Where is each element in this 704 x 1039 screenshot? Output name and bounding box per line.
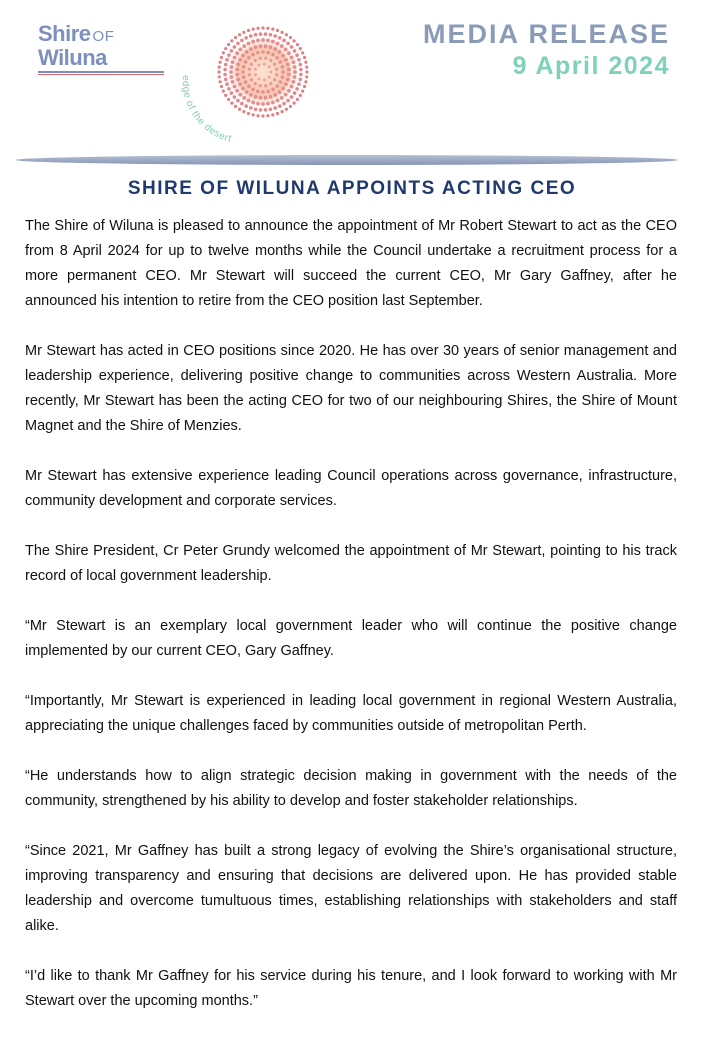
sun-dot [264, 32, 268, 36]
sun-dot [224, 94, 227, 97]
sun-dot [247, 29, 250, 32]
sun-dot [273, 47, 277, 51]
sun-dot [238, 58, 242, 62]
logo-shire-word: Shire [38, 21, 91, 46]
sun-dot [269, 45, 273, 49]
sun-dot [273, 106, 277, 110]
sun-dot [256, 38, 260, 42]
sun-dot [238, 33, 241, 36]
sun-dot [247, 42, 251, 46]
sun-dot [235, 51, 239, 55]
sun-dot [231, 60, 235, 64]
sun-dot [297, 58, 301, 62]
sun-dot [287, 73, 291, 77]
sun-dot [264, 84, 267, 87]
sun-dot [240, 102, 244, 106]
sun-dot [230, 49, 234, 53]
sun-dot [292, 60, 296, 64]
sun-dot [235, 89, 239, 93]
sun-dot [252, 113, 255, 116]
sun-dot [266, 102, 270, 106]
sun-dot [247, 112, 250, 115]
sun-dot [292, 80, 296, 84]
sun-dot [264, 44, 268, 48]
sun-dot [218, 65, 221, 68]
sun-dot [254, 73, 257, 76]
sun-dot [282, 102, 286, 106]
sun-dot [247, 84, 251, 88]
svg-text:edge of the desert [180, 75, 233, 145]
document-header [0, 0, 704, 170]
sun-dot [275, 73, 278, 76]
sun-dot [303, 85, 306, 88]
sun-dot [217, 70, 220, 73]
sun-dot [245, 90, 249, 94]
sun-dot [259, 84, 262, 87]
sun-dot [304, 80, 307, 83]
paragraph: The Shire President, Cr Peter Grundy welcomed the appointment of Mr Stewart, pointing to his track record of local government leadership. [25, 543, 677, 584]
sun-dot [251, 88, 255, 92]
sun-dot [259, 108, 263, 112]
paragraph: The Shire of Wiluna is pleased to announce the appointment of Mr Robert Stewart to act as the CEO from 8 April 2024 for up to twelve months while the Council undertake a recruitment process for a more permanent CEO. Mr Stewart will succeed the current CEO, Mr Gary Gaffney, after he announced his intention to retire from the CEO position last September. [25, 218, 677, 309]
sun-dot [219, 61, 222, 64]
sun-dot [218, 75, 221, 78]
sun-dot [271, 101, 275, 105]
sun-dot [229, 70, 233, 74]
sun-dot [233, 85, 237, 89]
sun-dot [256, 51, 260, 55]
sun-dot [251, 101, 255, 105]
sun-dot [249, 34, 253, 38]
sun-dot [275, 56, 279, 60]
paragraph: “Mr Stewart is an exemplary local government leader who will continue the positive change implemented by our current CEO, Gary Gaffney. [25, 618, 677, 659]
sun-dot [280, 110, 283, 113]
sun-dot [266, 90, 270, 94]
sun-dot [238, 93, 242, 97]
sun-dot [275, 84, 279, 88]
sun-dot [224, 47, 227, 50]
sun-dot [263, 63, 266, 66]
sun-dot [254, 68, 257, 71]
sun-dot [229, 75, 233, 79]
sun-dot [299, 68, 303, 72]
sun-dot [222, 89, 225, 92]
sun-dot [269, 59, 272, 62]
sun-dot [276, 99, 280, 103]
sun-dot [238, 108, 241, 111]
sun-dot [249, 106, 253, 110]
sun-dot [280, 44, 284, 48]
logo-of-word: OF [92, 28, 115, 45]
sun-dot [278, 90, 282, 94]
sun-dot [234, 36, 237, 39]
sun-dot [225, 58, 229, 62]
sun-dot [269, 82, 272, 85]
sun-dot [304, 61, 307, 64]
sun-dot [261, 26, 264, 29]
sun-dot [293, 75, 297, 79]
sun-dot [280, 31, 283, 34]
sun-dot [245, 50, 249, 54]
sun-dot [261, 50, 265, 54]
sun-dot [236, 42, 240, 46]
press-release-body [25, 214, 677, 1039]
sun-dot [290, 56, 294, 60]
sun-dot [249, 47, 253, 51]
sun-dot [281, 87, 285, 91]
paragraph: “Since 2021, Mr Gaffney has built a strong legacy of evolving the Shire’s organisational structure, improving transparency and ensuring that decisions are delivered upon. He has provided stable leadership and overcome tumultuous times, establishing relationships with stakeholders and staff alike. [25, 843, 677, 934]
sun-dot [282, 39, 286, 43]
sun-dot [230, 39, 233, 42]
sun-dot [305, 75, 308, 78]
sun-dot [242, 96, 246, 100]
sun-dot [287, 51, 291, 55]
sun-dot [256, 27, 259, 30]
sun-dot [293, 39, 296, 42]
shire-logo [38, 21, 168, 75]
sun-dot [254, 95, 258, 99]
sun-dot [248, 73, 251, 76]
sun-dot [261, 90, 265, 94]
sun-dot [252, 28, 255, 31]
sun-dot [285, 108, 288, 111]
header-divider [16, 153, 678, 167]
sun-dot [227, 53, 231, 57]
sun-dot [271, 40, 275, 44]
logo-underline [38, 71, 164, 73]
sun-dot [269, 107, 273, 111]
sun-dot [299, 73, 303, 77]
sun-dot [266, 27, 269, 30]
sun-dot [286, 78, 290, 82]
sun-dot [227, 87, 231, 91]
sun-dot [296, 43, 299, 46]
sun-dot [301, 89, 304, 92]
sun-dot [242, 75, 246, 79]
sun-dot [259, 32, 263, 36]
sun-dot [229, 65, 233, 69]
sun-dot [271, 113, 274, 116]
sun-dot [261, 102, 265, 106]
sun-dot [233, 56, 237, 60]
sun-dot [251, 53, 255, 57]
sun-dot [256, 102, 260, 106]
sun-dot [293, 70, 297, 74]
sun-dot [296, 98, 299, 101]
sun-dot [250, 63, 253, 66]
sun-dot [254, 33, 258, 37]
sun-dot [297, 82, 301, 86]
sun-dot [276, 42, 280, 46]
sun-dot [273, 34, 277, 38]
sun-dot [241, 54, 245, 58]
sun-dot [264, 96, 268, 100]
sun-dot [278, 50, 282, 54]
sun-dot [236, 63, 240, 67]
sun-dot [233, 45, 237, 49]
sun-dot [281, 70, 285, 74]
sun-dot [284, 58, 288, 62]
sun-dot [279, 60, 283, 64]
sun-dot [233, 95, 237, 99]
sun-dot [242, 65, 246, 69]
sun-dot [275, 68, 278, 71]
sun-dot [281, 75, 285, 79]
paragraph: Mr Stewart has acted in CEO positions since 2020. He has over 30 years of senior management and leadership experience, delivering positive change to communities across Western Australia. More recently, Mr Stewart has been the acting CEO for two of our neighbouring Shires, the Shire of Mount Magnet and the Shire of Menzies. [25, 343, 677, 434]
sun-dot [293, 91, 297, 95]
paragraph: “I’d like to thank Mr Gaffney for his service during his tenure, and I look forward to working with Mr Stewart over the upcoming months.” [25, 968, 677, 1009]
media-release-label: MEDIA RELEASE [422, 19, 670, 49]
sun-dot [248, 68, 251, 71]
sun-dot [268, 65, 271, 68]
sun-dot [293, 49, 297, 53]
sun-dot [290, 95, 294, 99]
sun-emblem-logo [175, 20, 325, 145]
sun-dot [242, 110, 245, 113]
sun-dot [259, 57, 262, 60]
sun-dot [224, 63, 228, 67]
sun-dot [266, 51, 270, 55]
sun-dot [236, 78, 240, 82]
sun-dot [254, 45, 258, 49]
sun-dot [235, 68, 239, 72]
sun-dot [268, 76, 271, 79]
sun-dot [273, 93, 277, 97]
sun-dot [244, 60, 248, 64]
sun-dot [261, 114, 264, 117]
sun-dot [299, 47, 302, 50]
sun-dot [223, 73, 227, 77]
sun-dot [271, 28, 274, 31]
sun-dot [238, 82, 242, 86]
sun-dot [280, 96, 284, 100]
sun-dot [278, 104, 282, 108]
sun-dot [289, 36, 292, 39]
sun-dot [298, 78, 302, 82]
sun-dot [273, 63, 276, 66]
sun-dot [258, 78, 261, 81]
sun-dot [301, 51, 304, 54]
sun-dot [247, 56, 251, 60]
sun-dot [279, 80, 283, 84]
sun-dot [305, 65, 308, 68]
sun-dot [290, 85, 294, 89]
sun-dot [278, 36, 282, 40]
sun-dot [254, 82, 257, 85]
sun-dot [242, 44, 246, 48]
sun-dot [250, 78, 253, 81]
paragraph: “Importantly, Mr Stewart is experienced in leading local government in regional Western Australia, appreciating the unique challenges faced by communities outside of metropolitan Perth. [25, 693, 677, 734]
sun-dot [261, 38, 265, 42]
sun-dot [219, 80, 222, 83]
sun-dot [303, 56, 306, 59]
sun-dot [266, 114, 269, 117]
sun-dot [295, 87, 299, 91]
sun-dot [270, 71, 273, 74]
sun-dot [271, 88, 275, 92]
sun-dot [247, 99, 251, 103]
paragraph: Mr Stewart has extensive experience leading Council operations across governance, infrastructure, community development and corporate services. [25, 468, 677, 509]
sun-dot [287, 68, 291, 72]
sun-dot [254, 59, 257, 62]
sun-dot [298, 63, 302, 67]
sun-dot [286, 99, 290, 103]
sun-dot [269, 33, 273, 37]
sun-dot [256, 114, 259, 117]
sun-dot [236, 99, 240, 103]
sun-dot [227, 43, 230, 46]
sun-dot [235, 73, 239, 77]
sun-dot [234, 105, 237, 108]
sun-dot [259, 96, 263, 100]
sun-dot [241, 87, 245, 91]
sun-dot [286, 42, 290, 46]
sun-dot [287, 89, 291, 93]
sun-dot [281, 54, 285, 58]
sun-dot [284, 47, 288, 51]
sun-dot [249, 93, 253, 97]
sun-dot [240, 39, 244, 43]
sun-dot [299, 94, 302, 97]
sun-dot [244, 80, 248, 84]
sun-dot [289, 105, 292, 108]
sun-dot [224, 78, 228, 82]
sun-dot [227, 98, 230, 101]
sun-dot [284, 93, 288, 97]
media-release-block [423, 18, 670, 82]
logo-tagline: edge of the desert [179, 74, 233, 145]
sun-dot [293, 102, 296, 105]
sun-dot [230, 91, 234, 95]
sun-dot [220, 56, 223, 59]
sun-dot [258, 64, 261, 67]
sun-dot [281, 65, 285, 69]
sun-dot [269, 95, 273, 99]
sun-dot [225, 82, 229, 86]
sun-dot [230, 102, 233, 105]
sun-dot [273, 78, 276, 81]
sun-dot [251, 40, 255, 44]
release-date: 9 April 2024 [512, 52, 670, 80]
sun-dot [290, 45, 294, 49]
sun-dot [264, 108, 268, 112]
sun-dot [266, 38, 270, 42]
sun-dot [276, 112, 279, 115]
sun-dot [285, 33, 288, 36]
sun-dot [231, 80, 235, 84]
sun-dot [293, 65, 297, 69]
logo-wiluna-word: Wiluna [38, 45, 107, 70]
sun-dot [242, 31, 245, 34]
sun-dot [263, 78, 266, 81]
sun-dot [286, 63, 290, 67]
paragraph: “He understands how to align strategic decision making in government with the needs of the community, strengthened by his ability to develop and foster stakeholder relationships. [25, 768, 677, 809]
sun-dot [259, 44, 263, 48]
sun-dot [254, 107, 258, 111]
sun-dot [276, 29, 279, 32]
sun-dot [256, 90, 260, 94]
sun-dot [244, 104, 248, 108]
sun-dot [220, 85, 223, 88]
sun-dot [305, 70, 308, 73]
sun-dot [222, 51, 225, 54]
sun-dot [241, 70, 245, 74]
sun-dot [264, 57, 267, 60]
sun-dot [295, 53, 299, 57]
press-release-title: SHIRE OF WILUNA APPOINTS ACTING CEO [127, 178, 577, 199]
sun-dot [238, 47, 242, 51]
logo-underline-accent [38, 74, 164, 75]
sun-dot [244, 36, 248, 40]
sun-dot [271, 53, 275, 57]
sun-dot [284, 82, 288, 86]
sun-dot [223, 68, 227, 72]
